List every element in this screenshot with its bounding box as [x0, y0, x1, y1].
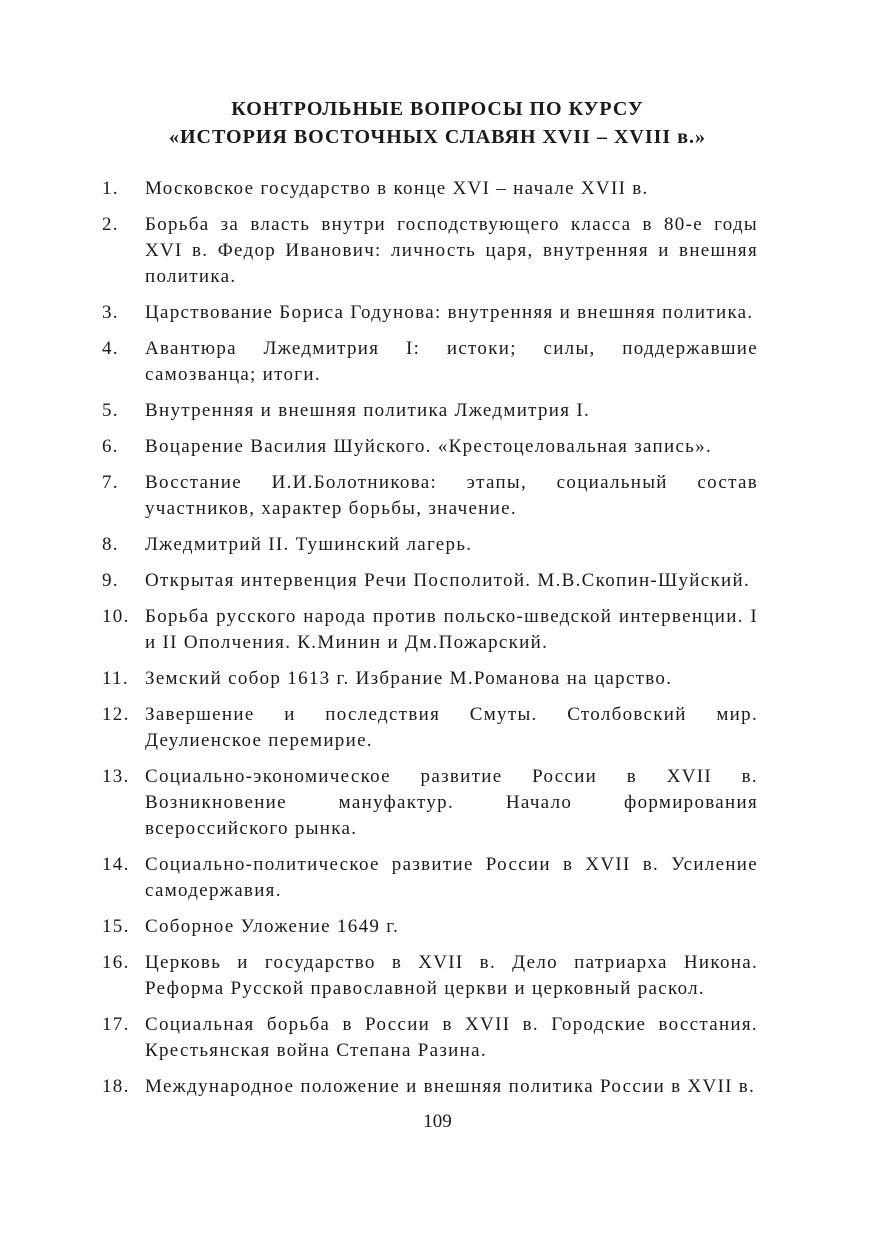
list-item-number: 1.: [102, 178, 119, 199]
list-item-text: Завершение и последствия Смуты. Столбовский мир. Деулиенское перемирие.: [145, 704, 758, 751]
list-item: [102, 434, 758, 460]
list-item-text: Социально-политическое развитие России в XVII в. Усиление самодержавия.: [145, 854, 758, 901]
list-item: [102, 764, 758, 842]
list-item-number: 5.: [102, 400, 119, 421]
list-item: [102, 568, 758, 594]
list-item-number: 10.: [102, 606, 130, 627]
list-item-number: 7.: [102, 472, 119, 493]
list-item-text: Борьба русского народа против польско-шведской интервенции. I и II Ополчения. К.Минин и Дм.Пожарский.: [145, 606, 758, 653]
list-item-text: Церковь и государство в XVII в. Дело патриарха Никона. Реформа Русской православной церкви и церковный раскол.: [145, 952, 758, 999]
list-item-number: 9.: [102, 570, 119, 591]
list-item-number: 8.: [102, 534, 119, 555]
list-item-text: Земский собор 1613 г. Избрание М.Романова на царство.: [145, 668, 673, 689]
title-line-1: КОНТРОЛЬНЫЕ ВОПРОСЫ ПО КУРСУ: [231, 98, 644, 120]
page-number: 109: [423, 1111, 452, 1132]
list-item-number: 18.: [102, 1076, 130, 1097]
list-item-number: 17.: [102, 1014, 130, 1035]
list-item: [102, 852, 758, 904]
list-item: [102, 604, 758, 656]
list-item: [102, 914, 758, 940]
title-line-2: «ИСТОРИЯ ВОСТОЧНЫХ СЛАВЯН XVII – XVIII в.»: [168, 126, 706, 148]
list-item: [102, 212, 758, 290]
list-item-text: Социально-экономическое развитие России в XVII в. Возникновение мануфактур. Начало формирования всероссийского рынка.: [145, 766, 758, 839]
list-item-number: 3.: [102, 302, 119, 323]
list-item-number: 2.: [102, 214, 119, 235]
list-item-number: 16.: [102, 952, 130, 973]
list-item-text: Соборное Уложение 1649 г.: [145, 916, 400, 937]
list-item: [102, 398, 758, 424]
list-item-text: Внутренняя и внешняя политика Лжедмитрия I.: [145, 400, 591, 421]
list-item-text: Царствование Бориса Годунова: внутренняя и внешняя политика.: [145, 302, 754, 323]
list-item-text: Авантюра Лжедмитрия I: истоки; силы, поддержавшие самозванца; итоги.: [145, 338, 758, 385]
list-item: [102, 702, 758, 754]
list-item-number: 4.: [102, 338, 119, 359]
list-item-text: Международное положение и внешняя политика России в XVII в.: [145, 1076, 756, 1097]
list-item-text: Лжедмитрий II. Тушинский лагерь.: [145, 534, 473, 555]
list-item: [102, 1012, 758, 1064]
list-item: [102, 950, 758, 1002]
list-item-text: Социальная борьба в России в XVII в. Городские восстания. Крестьянская война Степана Разина.: [145, 1014, 758, 1061]
list-item-text: Борьба за власть внутри господствующего класса в 80-е годы XVI в. Федор Иванович: личность царя, внутренняя и внешняя политика.: [145, 214, 758, 287]
list-item-text: Московское государство в конце XVI – начале XVII в.: [145, 178, 649, 199]
list-item: [102, 336, 758, 388]
list-item-number: 15.: [102, 916, 130, 937]
list-item-number: 14.: [102, 854, 130, 875]
list-item-text: Воцарение Василия Шуйского. «Крестоцеловальная запись».: [145, 436, 713, 457]
list-item: [102, 300, 758, 326]
list-item: [102, 532, 758, 558]
list-item: [102, 666, 758, 692]
question-list: [102, 176, 758, 1110]
page-title: [0, 95, 875, 151]
list-item-number: 12.: [102, 704, 130, 725]
list-item: [102, 176, 758, 202]
list-item-number: 13.: [102, 766, 130, 787]
list-item-number: 6.: [102, 436, 119, 457]
list-item-number: 11.: [102, 668, 129, 689]
list-item-text: Открытая интервенция Речи Посполитой. М.В.Скопин-Шуйский.: [145, 570, 751, 591]
list-item-text: Восстание И.И.Болотникова: этапы, социальный состав участников, характер борьбы, значение.: [145, 472, 758, 519]
list-item: [102, 1074, 758, 1100]
list-item: [102, 470, 758, 522]
